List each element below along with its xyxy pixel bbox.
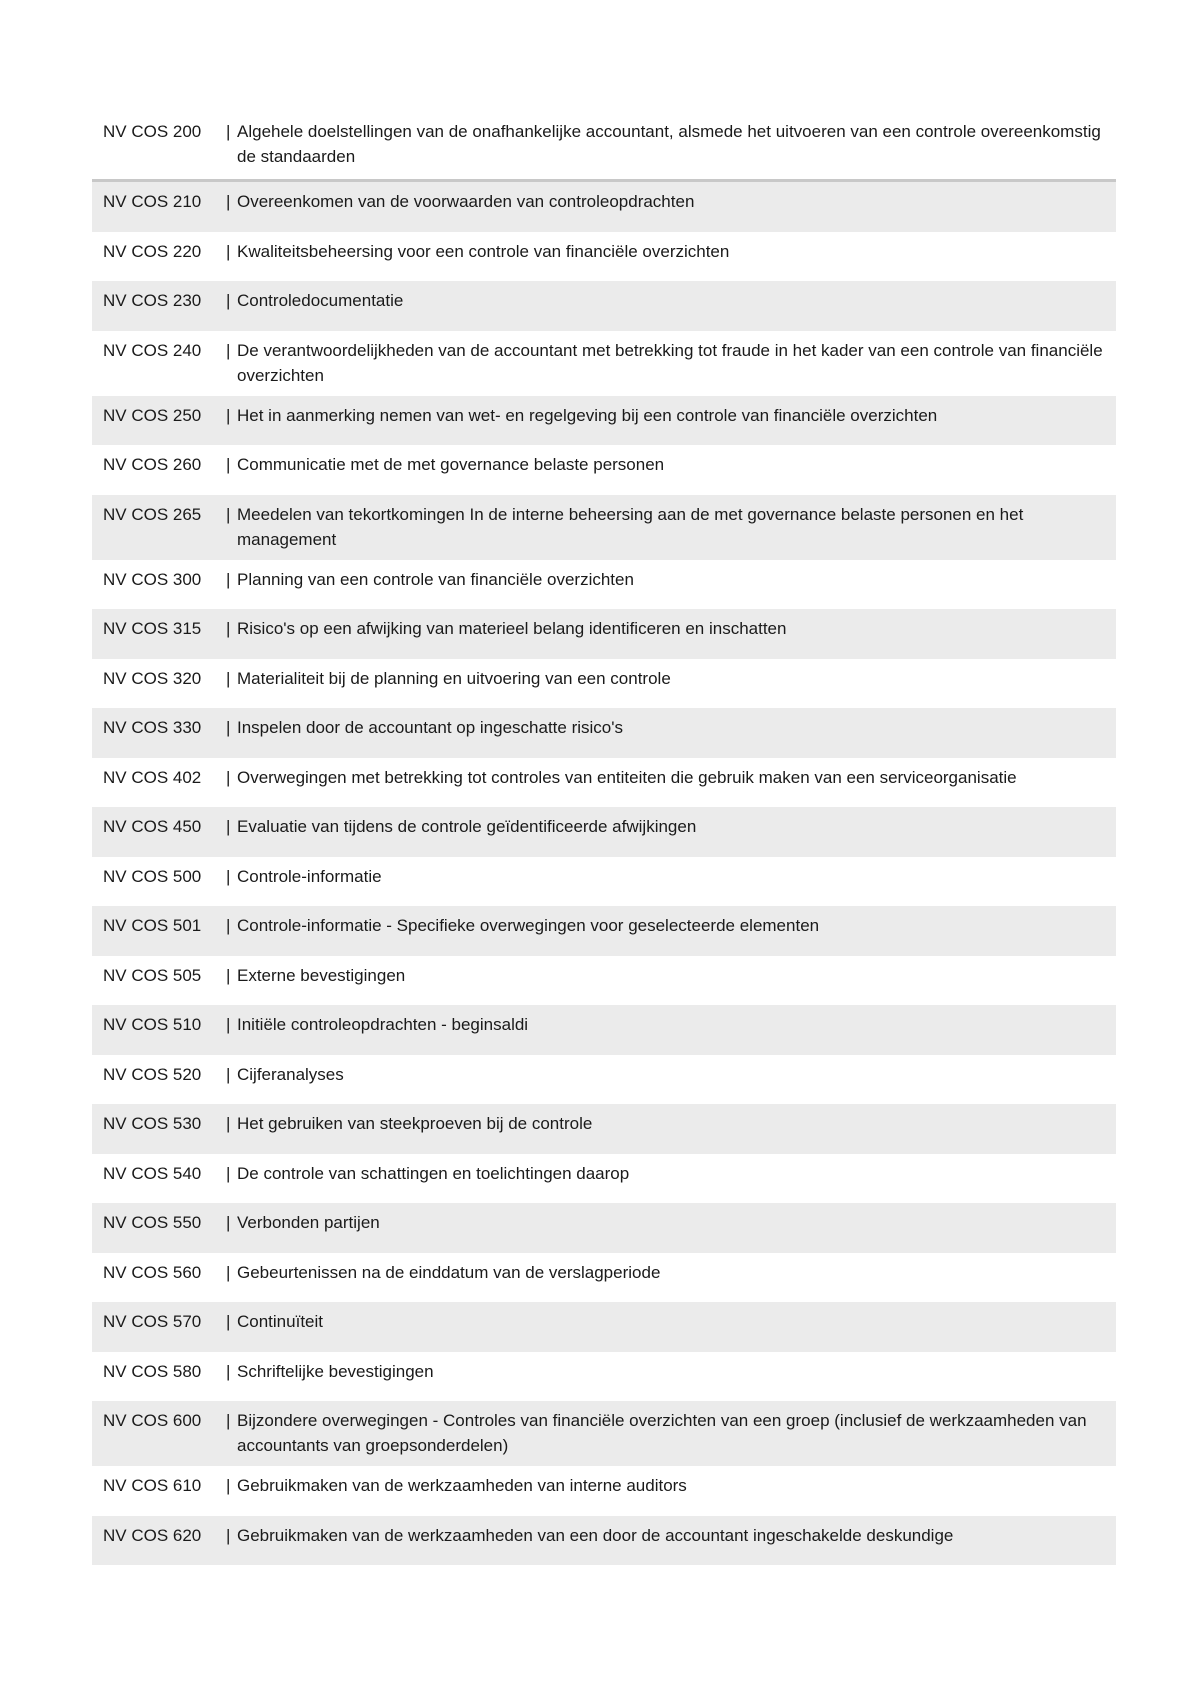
standard-title: Risico's op een afwijking van materieel belang identificeren en inschatten [237,619,787,638]
separator: | [226,668,231,688]
standard-code: NV COS 450 [103,817,202,836]
separator: | [226,1312,231,1331]
standard-code: NV COS 402 [103,767,202,787]
standard-row [92,906,1116,956]
standard-row [92,956,1116,1006]
standard-row [92,1401,1116,1466]
standard-row [92,1154,1116,1204]
separator: | [226,192,231,211]
standard-code: NV COS 540 [103,1163,202,1183]
standard-code: NV COS 530 [103,1114,202,1133]
standard-code: NV COS 550 [103,1213,202,1232]
standard-title: Controle-informatie [237,866,382,886]
standard-code: NV COS 320 [103,668,202,688]
standard-code: NV COS 330 [103,718,202,737]
standard-code: NV COS 260 [103,455,202,474]
separator: | [226,866,231,886]
standard-row [92,331,1116,396]
separator: | [226,340,231,360]
standard-row [92,1203,1116,1253]
standard-title: Schriftelijke bevestigingen [237,1361,434,1381]
standard-row [92,609,1116,659]
separator: | [226,569,231,589]
standard-row [92,560,1116,610]
separator: | [226,1525,231,1545]
standard-title: De controle van schattingen en toelichtingen daarop [237,1163,630,1183]
separator: | [226,1476,231,1495]
separator: | [226,916,231,935]
standard-code: NV COS 240 [103,340,202,360]
standard-title: Cijferanalyses [237,1064,344,1084]
standard-title: Materialiteit bij de planning en uitvoering van een controle [237,668,671,688]
standard-title: Externe bevestigingen [237,965,406,985]
standard-row [92,1055,1116,1105]
standard-title: Kwaliteitsbeheersing voor een controle van financiële overzichten [237,241,730,261]
standard-title: Continuïteit [237,1312,323,1331]
standard-row [92,1104,1116,1154]
separator: | [226,767,231,787]
standard-row [92,232,1116,282]
standard-row [92,1005,1116,1055]
standard-title: Algehele doelstellingen van de onafhankelijke accountant, alsmede het uitvoeren van een controle overeenkomstig de standaarden [237,122,1101,166]
standard-title: Planning van een controle van financiële overzichten [237,569,634,589]
separator: | [226,241,231,261]
standards-list [92,112,1116,1565]
standard-title: Overwegingen met betrekking tot controles van entiteiten die gebruik maken van een serviceorganisatie [237,767,1017,787]
separator: | [226,455,231,474]
separator: | [226,965,231,985]
separator: | [226,1411,231,1430]
standard-title: Meedelen van tekortkomingen In de interne beheersing aan de met governance belaste personen en het management [237,504,1024,549]
separator: | [226,1262,231,1282]
standard-code: NV COS 570 [103,1312,202,1331]
separator: | [226,1361,231,1381]
standard-row [92,445,1116,495]
separator: | [226,619,231,638]
standard-row [92,396,1116,446]
standard-title: Overeenkomen van de voorwaarden van controleopdrachten [237,192,695,211]
standard-code: NV COS 250 [103,405,202,425]
standard-code: NV COS 620 [103,1525,202,1545]
standard-title: Controle-informatie - Specifieke overwegingen voor geselecteerde elementen [237,916,820,935]
separator: | [226,122,231,141]
standard-code: NV COS 520 [103,1064,202,1084]
standard-row [92,857,1116,907]
standard-code: NV COS 505 [103,965,202,985]
separator: | [226,1015,231,1034]
standard-row [92,807,1116,857]
standard-code: NV COS 510 [103,1015,202,1034]
standard-title: Gebruikmaken van de werkzaamheden van interne auditors [237,1476,687,1495]
standard-title: Inspelen door de accountant op ingeschatte risico's [237,718,623,737]
standard-title: Verbonden partijen [237,1213,380,1232]
standard-row [92,1516,1116,1566]
standard-title: Communicatie met de met governance belaste personen [237,455,665,474]
separator: | [226,1213,231,1232]
standard-code: NV COS 610 [103,1476,202,1495]
separator: | [226,291,231,310]
standard-title: Het in aanmerking nemen van wet- en regelgeving bij een controle van financiële overzichten [237,405,938,425]
standard-code: NV COS 600 [103,1411,202,1430]
standard-row [92,1352,1116,1402]
standard-row [92,1302,1116,1352]
standard-row [92,281,1116,331]
separator: | [226,718,231,737]
standard-code: NV COS 560 [103,1262,202,1282]
standard-row [92,112,1116,182]
standard-row [92,495,1116,560]
separator: | [226,1114,231,1133]
standard-title: Controledocumentatie [237,291,404,310]
standard-title: Gebeurtenissen na de einddatum van de verslagperiode [237,1262,661,1282]
standard-row [92,1466,1116,1516]
standard-code: NV COS 220 [103,241,202,261]
standard-code: NV COS 580 [103,1361,202,1381]
standard-title: Het gebruiken van steekproeven bij de controle [237,1114,593,1133]
standard-code: NV COS 265 [103,504,202,524]
separator: | [226,504,231,524]
standard-code: NV COS 230 [103,291,202,310]
standard-title: De verantwoordelijkheden van de accountant met betrekking tot fraude in het kader van een controle van financiële overzichten [237,340,1103,385]
standard-code: NV COS 300 [103,569,202,589]
separator: | [226,405,231,425]
standard-title: Gebruikmaken van de werkzaamheden van een door de accountant ingeschakelde deskundige [237,1525,954,1545]
standard-row [92,659,1116,709]
standard-title: Evaluatie van tijdens de controle geïdentificeerde afwijkingen [237,817,697,836]
separator: | [226,1064,231,1084]
standard-row [92,708,1116,758]
standard-row [92,758,1116,808]
standard-code: NV COS 315 [103,619,202,638]
separator: | [226,1163,231,1183]
separator: | [226,817,231,836]
standard-code: NV COS 200 [103,122,202,141]
standard-code: NV COS 210 [103,192,202,211]
standard-title: Initiële controleopdrachten - beginsaldi [237,1015,529,1034]
standard-title: Bijzondere overwegingen - Controles van financiële overzichten van een groep (inclusief de werkzaamheden van accountants van groepsonderdelen) [237,1411,1087,1455]
standard-code: NV COS 500 [103,866,202,886]
standard-row [92,182,1116,232]
standard-code: NV COS 501 [103,916,202,935]
standard-row [92,1253,1116,1303]
